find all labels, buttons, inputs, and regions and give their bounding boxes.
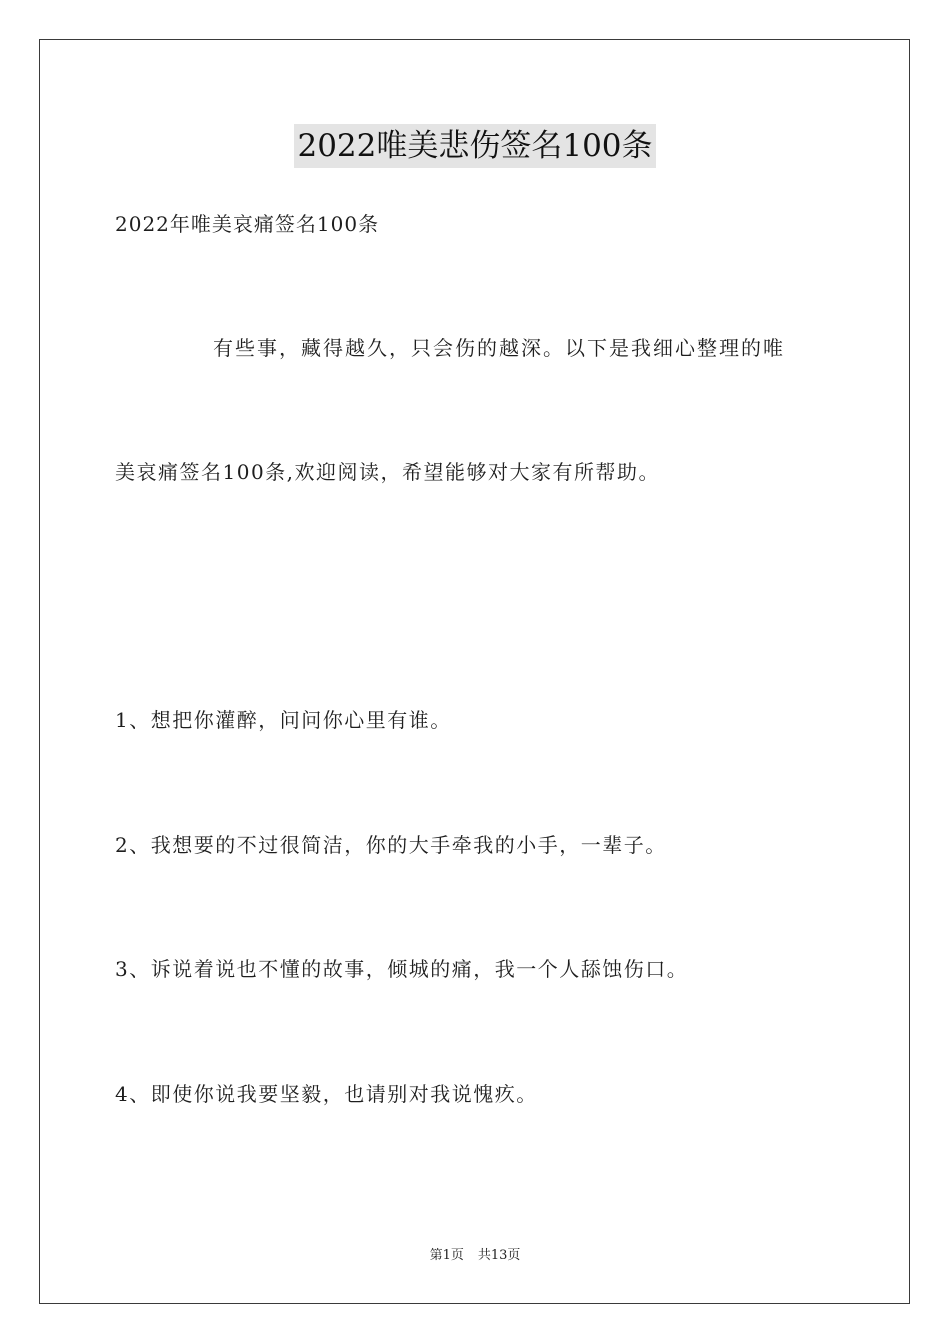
document-subtitle: 2022年唯美哀痛签名100条 bbox=[115, 212, 380, 236]
document-title: 2022唯美悲伤签名100条 bbox=[294, 124, 655, 168]
intro-paragraph-line-1: 有些事，藏得越久，只会伤的越深。以下是我细心整理的唯 bbox=[213, 336, 785, 360]
list-item: 2、我想要的不过很简洁，你的大手牵我的小手，一辈子。 bbox=[115, 833, 667, 857]
list-item: 4、即使你说我要坚毅，也请别对我说愧疚。 bbox=[115, 1082, 538, 1106]
list-item: 3、诉说着说也不懂的故事，倾城的痛，我一个人舔蚀伤口。 bbox=[115, 957, 689, 981]
list-item: 1、想把你灌醉，问问你心里有谁。 bbox=[115, 708, 452, 732]
title-container bbox=[0, 124, 950, 168]
total-pages: 共13页 bbox=[477, 1248, 521, 1263]
intro-paragraph-line-2: 美哀痛签名100条,欢迎阅读，希望能够对大家有所帮助。 bbox=[115, 460, 661, 484]
page-footer bbox=[0, 1247, 950, 1265]
page-number: 第1页 bbox=[429, 1248, 464, 1263]
